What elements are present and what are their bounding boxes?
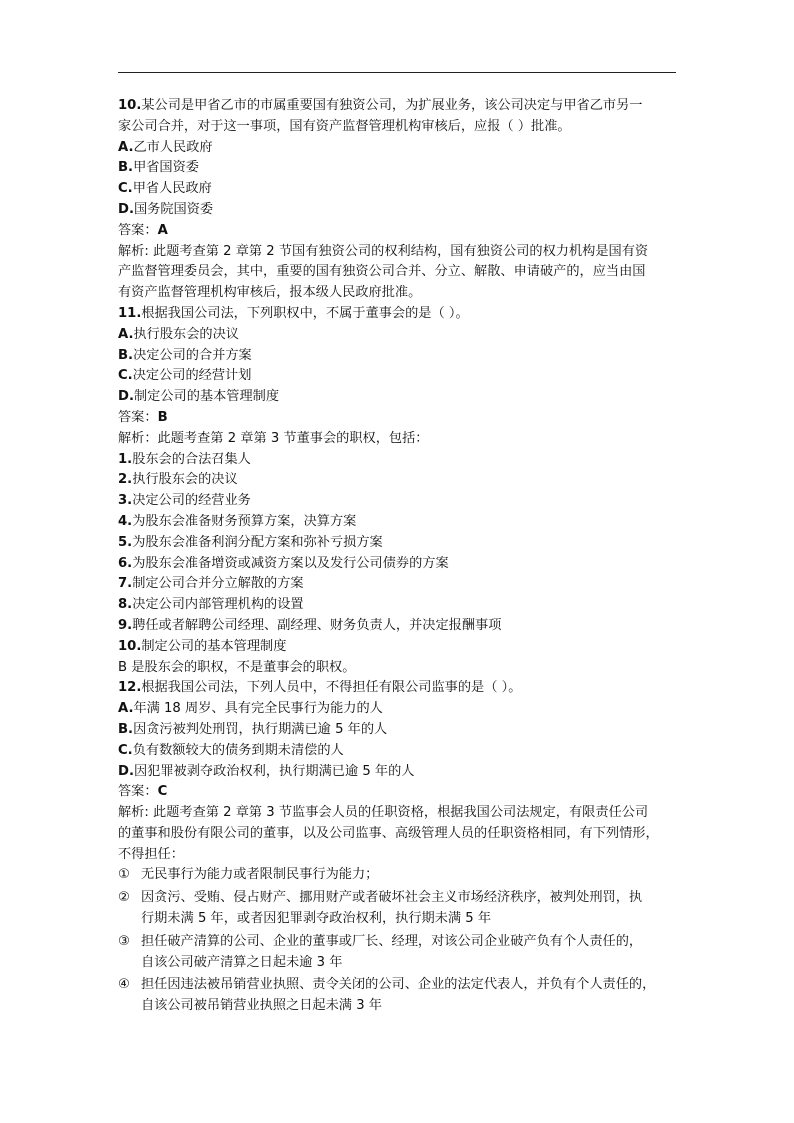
analysis-line: 解析: 此题考查第 2 章第 3 节监事会人员的任职资格，根据我国公司法规定，有限责任公司 <box>118 805 649 821</box>
option-a: A.执行股东会的决议 <box>118 326 239 342</box>
option-d: D.国务院国资委 <box>118 201 214 217</box>
analysis-line: 解析: 此题考查第 2 章第 2 节国有独资公司的权利结构，国有独资公司的权力机构是国有资 <box>118 243 649 259</box>
list-item: 5.为股东会准备利润分配方案和弥补亏损方案 <box>118 534 383 550</box>
question-stem-line: 11.根据我国公司法，下列职权中，不属于董事会的是（ ）。 <box>118 305 469 321</box>
question-stem-line: 10.某公司是甲省乙市的市属重要国有独资公司，为扩展业务，该公司决定与甲省乙市另一 <box>118 98 643 113</box>
question-10 <box>118 96 678 304</box>
circled-number: ③ <box>118 933 130 949</box>
question-stem-line: 12.根据我国公司法，下列人员中，不得担任有限公司监事的是（ ）。 <box>118 680 522 696</box>
option-d: D.制定公司的基本管理制度 <box>118 389 280 405</box>
answer-line: 答案：A <box>118 222 168 238</box>
header-rule <box>118 72 676 73</box>
option-c: C.甲省人民政府 <box>118 181 212 197</box>
answer-line: 答案：B <box>118 409 168 425</box>
question-number: 11. <box>118 305 142 321</box>
analysis-conclusion: B 是股东会的职权，不是董事会的职权。 <box>118 659 356 675</box>
list-item: 2.执行股东会的决议 <box>118 472 238 488</box>
question-11 <box>118 304 678 678</box>
option-a: A.年满 18 周岁、具有完全民事行为能力的人 <box>118 701 383 717</box>
list-item: 3.决定公司的经营业务 <box>118 493 251 509</box>
question-12 <box>118 678 678 1017</box>
option-d: D.因犯罪被剥夺政治权利，执行期满已逾 5 年的人 <box>118 763 415 779</box>
question-stem-line: 家公司合并，对于这一事项，国有资产监督管理机构审核后，应报（ ）批准。 <box>118 118 571 134</box>
question-number: 12. <box>118 680 142 696</box>
document-body <box>118 96 678 1017</box>
option-c: C.决定公司的经营计划 <box>118 368 252 384</box>
analysis-line: 的董事和股份有限公司的董事，以及公司监事、高级管理人员的任职资格相同，有下列情形， <box>118 825 659 841</box>
list-item: 4.为股东会准备财务预算方案，决算方案 <box>118 513 357 529</box>
disqualification-item: ④ 担任因违法被吊销营业执照、责令关闭的公司、企业的法定代表人，并负有个人责任的， 自该公司被吊销营业执照之日起未满 3 年 <box>118 975 678 1017</box>
option-b: B.决定公司的合并方案 <box>118 347 252 363</box>
disqualification-item: ③ 担任破产清算的公司、企业的董事或厂长、经理，对该公司企业破产负有个人责任的， 自该公司破产清算之日起未逾 3 年 <box>118 932 678 974</box>
answer-line: 答案：C <box>118 784 168 800</box>
circled-number: ① <box>118 867 130 883</box>
analysis-line: 有资产监督管理机构审核后，报本级人民政府批准。 <box>118 285 422 301</box>
list-item: 6.为股东会准备增资或减资方案以及发行公司债券的方案 <box>118 555 449 571</box>
circled-number: ④ <box>118 977 130 993</box>
list-item: 8.决定公司内部管理机构的设置 <box>118 597 304 613</box>
answer-value: C <box>157 784 168 800</box>
list-item: 1.股东会的合法召集人 <box>118 451 251 467</box>
disqualification-item: ① 无民事行为能力或者限制民事行为能力； <box>118 865 678 886</box>
answer-value: A <box>157 222 168 238</box>
option-b: B.因贪污被判处刑罚，执行期满已逾 5 年的人 <box>118 721 388 737</box>
answer-value: B <box>157 409 168 425</box>
list-item: 7.制定公司合并分立解散的方案 <box>118 576 304 592</box>
option-c: C.负有数额较大的债务到期未清偿的人 <box>118 742 344 758</box>
disqualification-item: ② 因贪污、受贿、侵占财产、挪用财产或者破坏社会主义市场经济秩序，被判处刑罚，执 行期未满 5 年，或者因犯罪剥夺政治权利，执行期未满 5 年 <box>118 888 678 930</box>
analysis-line: 解析：此题考查第 2 章第 3 节董事会的职权，包括： <box>118 430 429 446</box>
question-number: 10. <box>118 98 142 113</box>
list-item: 10.制定公司的基本管理制度 <box>118 638 287 654</box>
option-a: A.乙市人民政府 <box>118 139 213 155</box>
analysis-line: 产监督管理委员会，其中，重要的国有独资公司合并、分立、解散、申请破产的，应当由国 <box>118 264 646 280</box>
analysis-line: 不得担任： <box>118 846 184 862</box>
list-item: 9.聘任或者解聘公司经理、副经理、财务负责人，并决定报酬事项 <box>118 617 502 633</box>
circled-number: ② <box>118 890 130 906</box>
option-b: B.甲省国资委 <box>118 160 199 176</box>
